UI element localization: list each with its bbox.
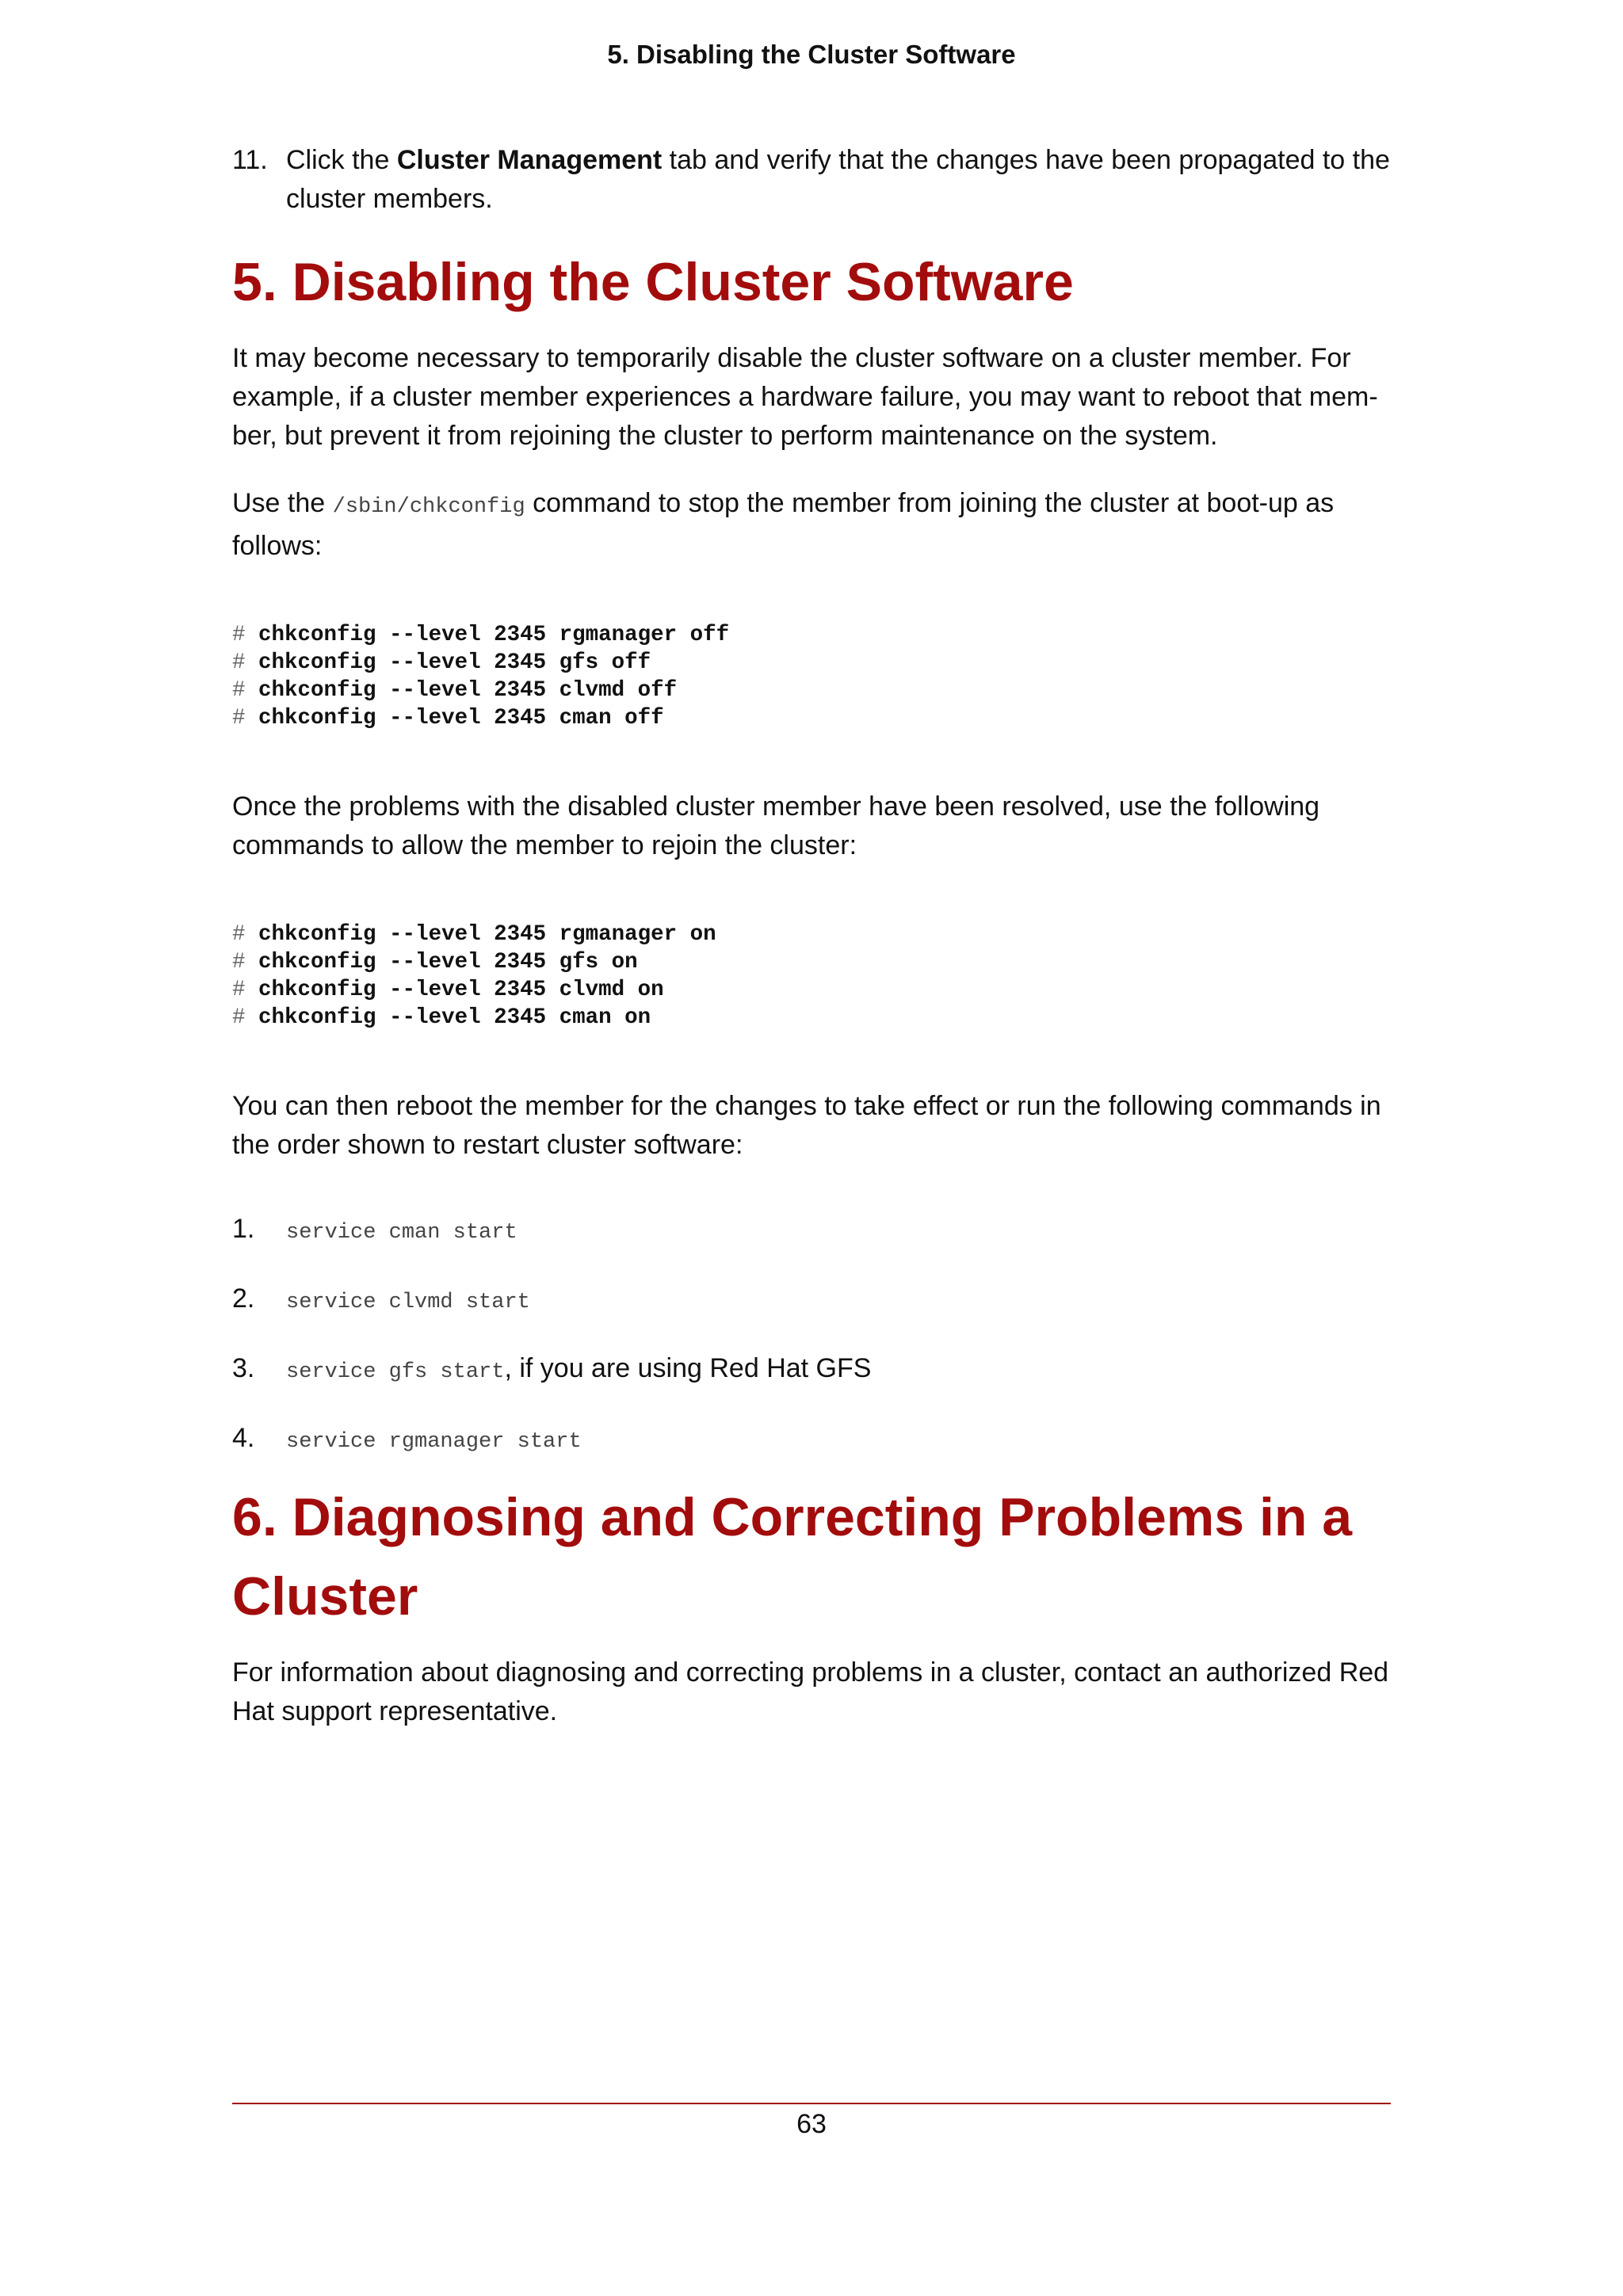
list-item-step-1 [232,1210,1391,1253]
restart-paragraph: You can then reboot the member for the changes to take effect or run the following commands in the order shown to restart cluster software: [232,1091,1381,1160]
shell-prompt: # [232,950,246,974]
enable-commands-code-block [232,921,1391,1032]
rejoin-paragraph: Once the problems with the disabled cluster member have been resolved, use the following commands to allow the member to rejoin the cluster: [232,791,1320,860]
command-text: chkconfig --level 2345 gfs on [258,950,638,974]
chkconfig-usage-paragraph [232,484,1391,566]
list-item-step-3 [232,1349,1391,1392]
code-line [232,704,1391,732]
service-command-code: service cman start [286,1221,517,1245]
command-text: chkconfig --level 2345 rgmanager off [258,623,730,647]
service-command-code: service clvmd start [286,1291,530,1314]
chkconfig-path-code: /sbin/chkconfig [332,495,525,519]
section-6-paragraph: For information about diagnosing and correcting problems in a cluster, contact an authorized Red Hat support representative. [232,1657,1389,1726]
code-line [232,948,1391,976]
list-item-number: 2. [232,1283,255,1314]
section-heading-6: 6. Diagnosing and Correcting Problems in a Cluster [232,1487,1353,1627]
page-content [232,141,1391,1731]
step-suffix: , if you are using Red Hat GFS [504,1353,872,1383]
list-item-step-2 [232,1280,1391,1322]
code-line [232,677,1391,704]
shell-prompt: # [232,678,246,703]
shell-prompt: # [232,706,246,730]
service-command-code: service rgmanager start [286,1430,582,1454]
command-text: chkconfig --level 2345 cman off [258,706,664,730]
command-text: chkconfig --level 2345 clvmd on [258,978,664,1002]
shell-prompt: # [232,1005,246,1030]
step-text-after: tab and verify that the changes have been propagated to the cluster members. [286,145,1390,214]
shell-prompt: # [232,978,246,1002]
command-text: chkconfig --level 2345 clvmd off [258,678,678,703]
page-number: 63 [796,2109,827,2139]
section-5-intro-paragraph: It may become necessary to temporarily disable the cluster software on a cluster member. For example, if a cluster member experiences a hardware failure, you may want to reboot that mem-ber, but prevent it from rejoining the cluster to perform maintenance on the system. [232,343,1378,451]
shell-prompt: # [232,650,246,675]
restart-steps-list [232,1210,1391,1462]
usage-text-after: command to stop the member from joining the cluster at boot-up as follows: [232,488,1335,561]
code-line [232,921,1391,948]
command-text: chkconfig --level 2345 rgmanager on [258,922,716,947]
usage-text-before: Use the [232,488,333,518]
list-item-number: 11. [232,145,268,175]
list-item-step-11 [232,141,1391,219]
list-item-number: 1. [232,1214,255,1244]
command-text: chkconfig --level 2345 cman on [258,1005,651,1030]
shell-prompt: # [232,623,246,647]
code-line [232,649,1391,677]
code-line [232,1004,1391,1032]
list-item-step-4 [232,1419,1391,1462]
running-header: 5. Disabling the Cluster Software [607,40,1016,69]
disable-commands-code-block [232,621,1391,732]
command-text: chkconfig --level 2345 gfs off [258,650,651,675]
tab-name-bold: Cluster Management [396,145,663,175]
code-line [232,621,1391,649]
list-item-number: 4. [232,1423,255,1453]
shell-prompt: # [232,922,246,947]
section-heading-5: 5. Disabling the Cluster Software [232,252,1074,312]
code-line [232,976,1391,1004]
step-text-before: Click the [286,145,397,175]
service-command-code: service gfs start [286,1360,505,1384]
list-item-number: 3. [232,1353,255,1383]
